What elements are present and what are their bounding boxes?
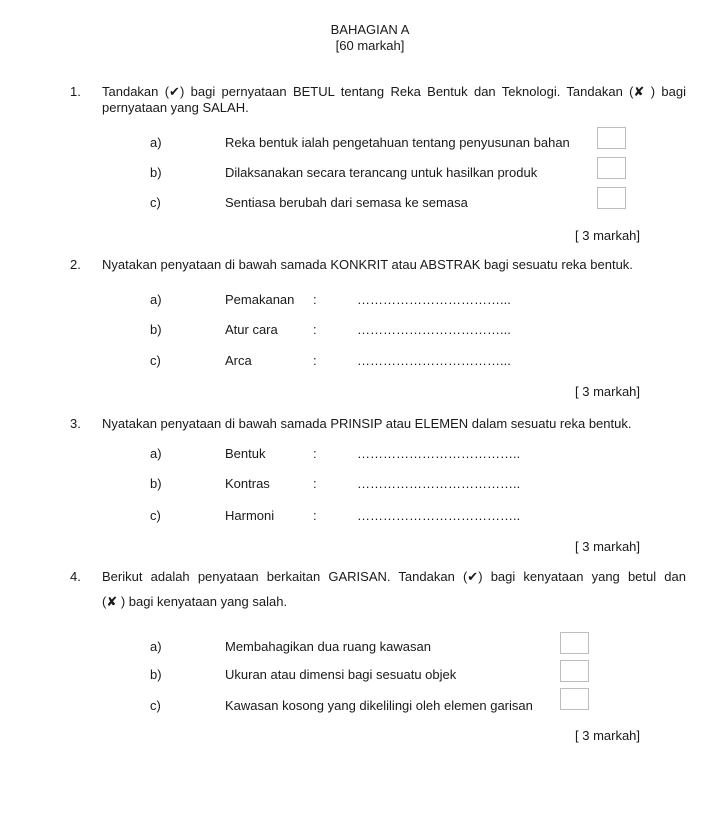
colon: : (313, 322, 317, 337)
q4-answer-box[interactable] (560, 660, 589, 682)
q3-item-text: Kontras (225, 476, 270, 491)
q1-item-text: Sentiasa berubah dari semasa ke semasa (225, 195, 468, 210)
q4-marks: [ 3 markah] (575, 728, 641, 743)
q4-item-text: Membahagikan dua ruang kawasan (225, 639, 431, 654)
q2-item-label: b) (150, 322, 162, 337)
q3-answer-blank[interactable]: ……………………………….. (357, 476, 521, 491)
q1-question: Tandakan (✔) bagi pernyataan BETUL tentang Reka Bentuk dan Teknologi. Tandakan (✘ ) bagi (102, 84, 686, 99)
q4-item-label: c) (150, 698, 161, 713)
q4-item-label: a) (150, 639, 162, 654)
colon: : (313, 508, 317, 523)
q2-item-label: a) (150, 292, 162, 307)
q1-marks: [ 3 markah] (575, 228, 641, 243)
section-title: BAHAGIAN A (330, 22, 410, 37)
colon: : (313, 292, 317, 307)
q1-item-label: c) (150, 195, 161, 210)
q2-marks: [ 3 markah] (575, 384, 641, 399)
colon: : (313, 353, 317, 368)
q3-answer-blank[interactable]: ……………………………….. (357, 508, 521, 523)
q3-number: 3. (70, 416, 81, 431)
q4-item-text: Ukuran atau dimensi bagi sesuatu objek (225, 667, 457, 682)
q3-item-label: b) (150, 476, 162, 491)
q1-item-label: a) (150, 135, 162, 150)
q2-number: 2. (70, 257, 81, 272)
q1-item-text: Reka bentuk ialah pengetahuan tentang penyusunan bahan (225, 135, 570, 150)
q1-answer-box[interactable] (597, 127, 626, 149)
q4-answer-box[interactable] (560, 632, 589, 654)
q4-question: Berikut adalah penyataan berkaitan GARISAN. Tandakan (✔) bagi kenyataan yang betul dan (102, 569, 686, 584)
q3-item-label: c) (150, 508, 161, 523)
q2-answer-blank[interactable]: ……………………………... (357, 292, 511, 307)
q3-marks: [ 3 markah] (575, 539, 641, 554)
q1-item-label: b) (150, 165, 162, 180)
q3-answer-blank[interactable]: ……………………………….. (357, 446, 521, 461)
q4-question-line2: (✘ ) bagi kenyataan yang salah. (102, 594, 288, 609)
q1-number: 1. (70, 84, 81, 99)
q2-item-text: Atur cara (225, 322, 278, 337)
section-marks: [60 markah] (335, 38, 405, 53)
q3-item-text: Bentuk (225, 446, 266, 461)
q3-item-label: a) (150, 446, 162, 461)
q4-number: 4. (70, 569, 81, 584)
q1-answer-box[interactable] (597, 157, 626, 179)
q4-item-label: b) (150, 667, 162, 682)
q2-item-text: Pemakanan (225, 292, 295, 307)
q4-item-text: Kawasan kosong yang dikelilingi oleh elemen garisan (225, 698, 533, 713)
q1-item-text: Dilaksanakan secara terancang untuk hasilkan produk (225, 165, 538, 180)
q2-question: Nyatakan penyataan di bawah samada KONKRIT atau ABSTRAK bagi sesuatu reka bentuk. (102, 257, 633, 272)
q1-question-line2: pernyataan yang SALAH. (102, 100, 249, 115)
q4-answer-box[interactable] (560, 688, 589, 710)
colon: : (313, 476, 317, 491)
q2-item-label: c) (150, 353, 161, 368)
q3-item-text: Harmoni (225, 508, 275, 523)
colon: : (313, 446, 317, 461)
q3-question: Nyatakan penyataan di bawah samada PRINSIP atau ELEMEN dalam sesuatu reka bentuk. (102, 416, 632, 431)
q2-item-text: Arca (225, 353, 252, 368)
q2-answer-blank[interactable]: ……………………………... (357, 322, 511, 337)
q1-answer-box[interactable] (597, 187, 626, 209)
q2-answer-blank[interactable]: ……………………………... (357, 353, 511, 368)
